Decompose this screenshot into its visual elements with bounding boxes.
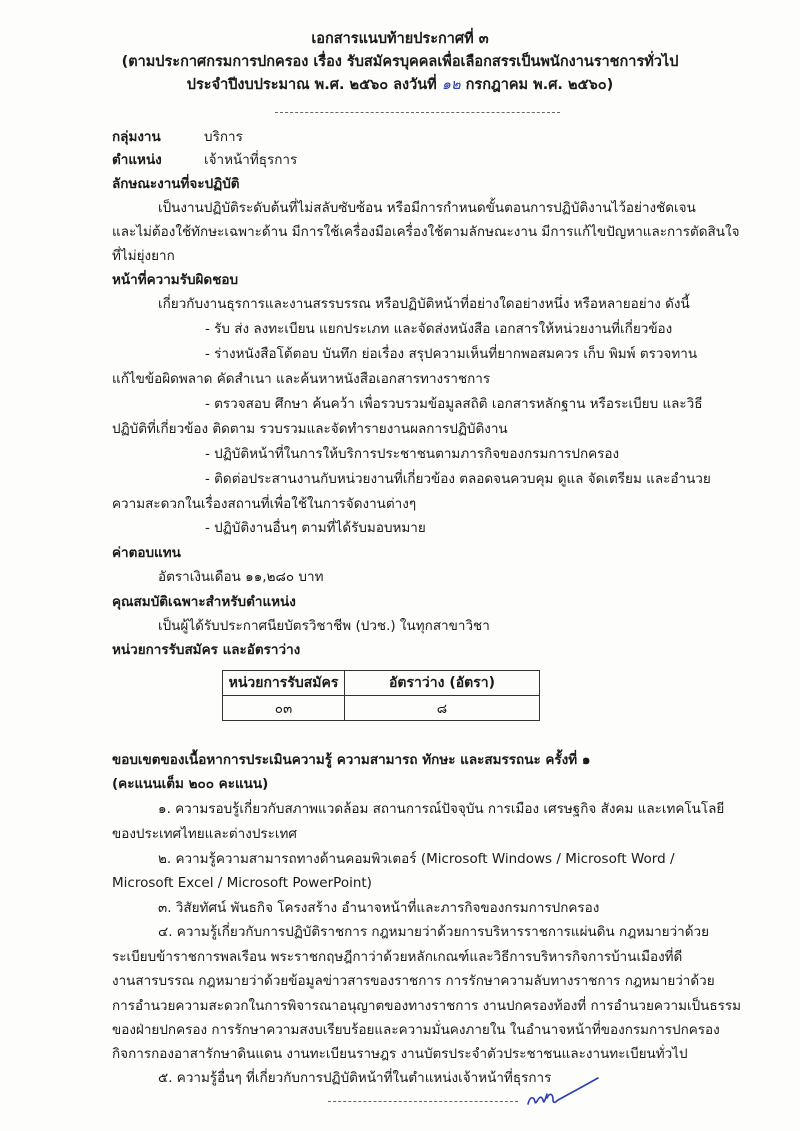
header-divider xyxy=(275,112,560,113)
job-nature-line: ที่ไม่ยุ่งยาก xyxy=(112,248,175,264)
evaluation-item: ๔. ความรู้เกี่ยวกับการปฏิบัติราชการ กฎหมายว่าด้วยการบริหารราชการแผ่นดิน กฎหมายว่าด้วย xyxy=(158,924,710,940)
evaluation-item-cont: ของประเทศไทยและต่างประเทศ xyxy=(112,826,297,842)
vacancy-table xyxy=(222,670,540,721)
qualifications-heading: คุณสมบัติเฉพาะสำหรับตำแหน่ง xyxy=(112,594,296,610)
doc-subtitle-line2 xyxy=(0,76,800,94)
doc-subtitle-line1: (ตามประกาศกรมการปกครอง เรื่อง รับสมัครบุคคลเพื่อเลือกสรรเป็นพนักงานราชการทั่วไป xyxy=(121,54,679,70)
job-nature-line: เป็นงานปฏิบัติระดับต้นที่ไม่สลับซับซ้อน หรือมีการกำหนดขั้นตอนการปฏิบัติงานไว้อย่างชัดเจน xyxy=(158,200,696,216)
responsibility-item: - ปฏิบัติหน้าที่ในการให้บริการประชาชนตามภารกิจของกรมการปกครอง xyxy=(205,446,620,462)
evaluation-heading: ขอบเขตของเนื้อหาการประเมินความรู้ ความสามารถ ทักษะ และสมรรถนะ ครั้งที่ ๑ xyxy=(112,752,591,768)
compensation-heading: ค่าตอบแทน xyxy=(112,545,181,561)
responsibility-item: - รับ ส่ง ลงทะเบียน แยกประเภท และจัดส่งหนังสือ เอกสารให้หน่วยงานที่เกี่ยวข้อง xyxy=(205,321,673,337)
responsibility-item-cont: ปฏิบัติที่เกี่ยวข้อง ติดตาม รวบรวมและจัดทำรายงานผลการปฏิบัติงาน xyxy=(112,421,508,437)
subtitle-suffix: กรกฎาคม พ.ศ. ๒๕๖๐) xyxy=(465,77,614,93)
evaluation-item: ๒. ความรู้ความสามารถทางด้านคอมพิวเตอร์ (Microsoft Windows / Microsoft Word / xyxy=(158,851,675,867)
responsibility-item: - ร่างหนังสือโต้ตอบ บันทึก ย่อเรื่อง สรุปความเห็นที่ยากพอสมควร เก็บ พิมพ์ ตรวจทาน xyxy=(205,346,698,362)
doc-title: เอกสารแนบท้ายประกาศที่ ๓ xyxy=(311,31,489,47)
evaluation-item: ๓. วิสัยทัศน์ พันธกิจ โครงสร้าง อำนาจหน้าที่และภารกิจของกรมการปกครอง xyxy=(158,900,600,916)
position-label: ตำแหน่ง xyxy=(112,152,162,168)
table-header-unit: หน่วยการรับสมัคร xyxy=(223,671,345,696)
handwritten-date: ๑๒ xyxy=(441,77,461,93)
responsibility-item-cont: แก้ไขข้อผิดพลาด คัดสำเนา และค้นหาหนังสือเอกสารทางราชการ xyxy=(112,371,491,387)
position-value: เจ้าหน้าที่ธุรการ xyxy=(204,152,298,168)
evaluation-item-cont: การอำนวยความสะดวกในการพิจารณาอนุญาตของทางราชการ งานปกครองท้องที่ การอำนวยความเป็นธรรม xyxy=(112,998,742,1014)
table-row xyxy=(223,696,540,721)
responsibility-item-cont: ความสะดวกในเรื่องสถานที่เพื่อใช้ในการจัดงานต่างๆ xyxy=(112,496,417,512)
responsibilities-intro: เกี่ยวกับงานธุรการและงานสรรบรรณ หรือปฏิบัติหน้าที่อย่างใดอย่างหนึ่ง หรือหลายอย่าง ดังนี้ xyxy=(158,296,690,312)
evaluation-item-cont: กิจการกองอาสารักษาดินแดน งานทะเบียนราษฎร งานบัตรประจำตัวประชาชนและงานทะเบียนทั่วไป xyxy=(112,1046,688,1062)
evaluation-item-cont: งานสารบรรณ กฎหมายว่าด้วยข้อมูลข่าวสารของราชการ การรักษาความลับทางราชการ กฎหมายว่าด้วย xyxy=(112,973,715,989)
table-header-row xyxy=(223,671,540,696)
evaluation-item-cont: ระเบียบข้าราชการพลเรือน พระราชกฤษฎีกาว่าด้วยหลักเกณฑ์และวิธีการบริหารกิจการบ้านเมืองที่ดี xyxy=(112,949,683,965)
footer-divider xyxy=(328,1101,518,1102)
handwritten-initials-icon xyxy=(520,1070,620,1110)
job-nature-line: และไม่ต้องใช้ทักษะเฉพาะด้าน มีการใช้เครื่องมือเครื่องใช้ตามลักษณะงาน มีการแก้ไขปัญหาและการตัดสินใจ xyxy=(112,224,740,240)
responsibility-item: - ตรวจสอบ ศึกษา ค้นคว้า เพื่อรวบรวมข้อมูลสถิติ เอกสารหลักฐาน หรือระเบียบ และวิธี xyxy=(205,396,703,412)
table-header-vacancies: อัตราว่าง (อัตรา) xyxy=(345,671,540,696)
responsibility-item: - ปฏิบัติงานอื่นๆ ตามที่ได้รับมอบหมาย xyxy=(205,520,426,536)
position-row xyxy=(112,151,297,169)
responsibilities-heading: หน้าที่ความรับผิดชอบ xyxy=(112,272,239,288)
group-row xyxy=(112,128,243,146)
evaluation-item-cont: Microsoft Excel / Microsoft PowerPoint) xyxy=(112,875,372,891)
evaluation-item-cont: ของฝ่ายปกครอง การรักษาความสงบเรียบร้อยและความมั่นคงภายใน ในอำนาจหน้าที่ของกรมการปกครอง xyxy=(112,1022,720,1038)
group-value: บริการ xyxy=(204,129,243,145)
table-cell-unit: ๐๓ xyxy=(223,696,345,721)
evaluation-item: ๕. ความรู้อื่นๆ ที่เกี่ยวกับการปฏิบัติหน้าที่ในตำแหน่งเจ้าหน้าที่ธุรการ xyxy=(158,1070,552,1086)
compensation-value: อัตราเงินเดือน ๑๑,๒๘๐ บาท xyxy=(158,569,324,585)
evaluation-item: ๑. ความรอบรู้เกี่ยวกับสภาพแวดล้อม สถานการณ์ปัจจุบัน การเมือง เศรษฐกิจ สังคม และเทคโนโลยี xyxy=(158,801,725,817)
subtitle-prefix: ประจำปีงบประมาณ พ.ศ. ๒๕๖๐ ลงวันที่ xyxy=(186,77,437,93)
group-label: กลุ่มงาน xyxy=(112,129,161,145)
qualifications-value: เป็นผู้ได้รับประกาศนียบัตรวิชาชีพ (ปวช.) ในทุกสาขาวิชา xyxy=(158,618,490,634)
vacancy-heading: หน่วยการรับสมัคร และอัตราว่าง xyxy=(112,642,301,658)
job-nature-heading: ลักษณะงานที่จะปฏิบัติ xyxy=(112,176,240,192)
responsibility-item: - ติดต่อประสานงานกับหน่วยงานที่เกี่ยวข้อง ตลอดจนควบคุม ดูแล จัดเตรียม และอำนวย xyxy=(205,471,711,487)
evaluation-score: (คะแนนเต็ม ๒๐๐ คะแนน) xyxy=(112,776,269,792)
table-cell-vacancies: ๘ xyxy=(345,696,540,721)
